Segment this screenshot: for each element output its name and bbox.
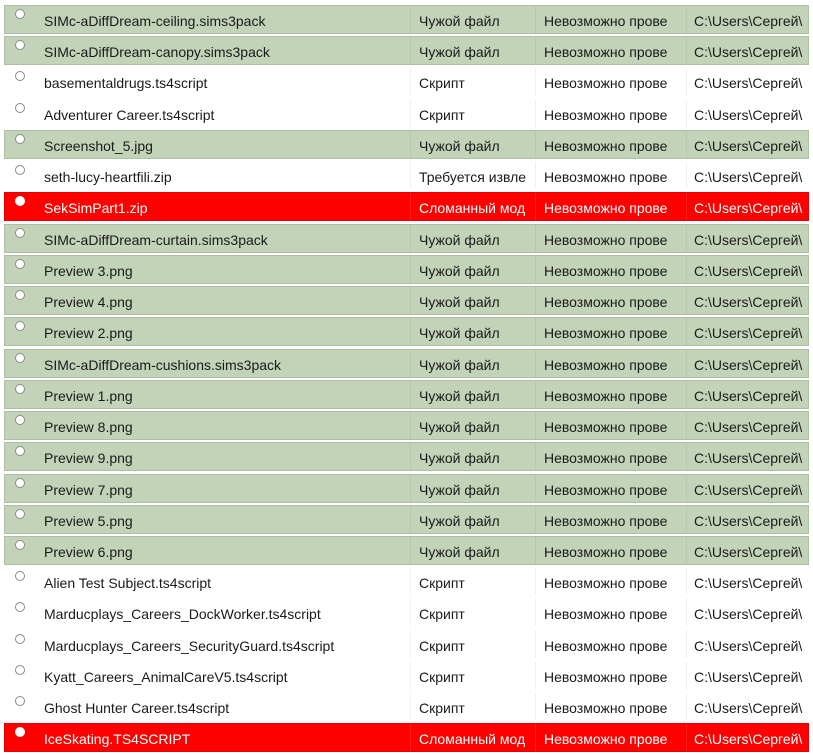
- file-type-cell: Сломанный мод: [419, 200, 526, 217]
- path-cell: C:\Users\Сергей\: [694, 200, 803, 217]
- radio-button[interactable]: [15, 602, 25, 612]
- column-divider: [410, 100, 411, 127]
- path-cell: C:\Users\Сергей\: [694, 731, 803, 748]
- column-divider: [535, 568, 536, 595]
- file-type-cell: Чужой файл: [419, 450, 500, 467]
- radio-button[interactable]: [15, 665, 25, 675]
- status-cell: Невозможно прове: [544, 387, 668, 404]
- path-cell: C:\Users\Сергей\: [694, 450, 803, 467]
- column-divider: [410, 443, 411, 470]
- radio-button[interactable]: [15, 40, 25, 50]
- file-type-cell: Чужой файл: [419, 137, 500, 154]
- table-row[interactable]: [4, 536, 809, 565]
- file-name-cell: SIMc-aDiffDream-ceiling.sims3pack: [44, 13, 266, 29]
- column-divider: [535, 350, 536, 377]
- status-cell: Невозможно прове: [544, 200, 668, 217]
- column-divider: [535, 537, 536, 564]
- radio-button[interactable]: [15, 9, 25, 19]
- column-divider: [686, 350, 687, 377]
- status-cell: Невозможно прове: [544, 450, 668, 467]
- file-type-cell: Скрипт: [419, 668, 465, 685]
- file-type-cell: Чужой файл: [419, 262, 500, 279]
- file-type-cell: Чужой файл: [419, 419, 500, 436]
- file-name-cell: Preview 9.png: [44, 450, 133, 467]
- column-divider: [410, 162, 411, 189]
- file-name-cell: Preview 8.png: [44, 419, 133, 436]
- path-cell: C:\Users\Сергей\: [694, 44, 803, 61]
- radio-button[interactable]: [15, 384, 25, 394]
- column-divider: [535, 693, 536, 720]
- table-row[interactable]: [4, 692, 809, 721]
- column-divider: [686, 193, 687, 220]
- table-row[interactable]: [4, 99, 809, 128]
- column-divider: [535, 6, 536, 33]
- status-cell: Невозможно прове: [544, 137, 668, 154]
- status-cell: Невозможно прове: [544, 731, 668, 748]
- column-divider: [686, 37, 687, 64]
- path-cell: C:\Users\Сергей\: [694, 13, 803, 29]
- status-cell: Невозможно прове: [544, 575, 668, 592]
- status-cell: Невозможно прове: [544, 325, 668, 342]
- column-divider: [410, 506, 411, 533]
- table-row[interactable]: [4, 380, 809, 409]
- status-cell: Невозможно прове: [544, 637, 668, 654]
- column-divider: [686, 506, 687, 533]
- file-type-cell: Скрипт: [419, 637, 465, 654]
- table-row[interactable]: [4, 411, 809, 440]
- radio-button[interactable]: [15, 540, 25, 550]
- path-cell: C:\Users\Сергей\: [694, 356, 803, 373]
- file-name-cell: SIMc-aDiffDream-canopy.sims3pack: [44, 44, 270, 61]
- column-divider: [410, 256, 411, 283]
- column-divider: [535, 68, 536, 95]
- column-divider: [535, 506, 536, 533]
- table-row[interactable]: [4, 317, 809, 346]
- radio-button[interactable]: [15, 71, 25, 81]
- path-cell: C:\Users\Сергей\: [694, 575, 803, 592]
- path-cell: C:\Users\Сергей\: [694, 169, 803, 186]
- column-divider: [686, 6, 687, 33]
- table-row[interactable]: [4, 442, 809, 471]
- path-cell: C:\Users\Сергей\: [694, 700, 803, 717]
- radio-button[interactable]: [15, 321, 25, 331]
- file-type-cell: Чужой файл: [419, 13, 500, 29]
- file-type-cell: Сломанный мод: [419, 731, 526, 748]
- column-divider: [535, 37, 536, 64]
- path-cell: C:\Users\Сергей\: [694, 543, 803, 560]
- column-divider: [535, 443, 536, 470]
- status-cell: Невозможно прове: [544, 13, 668, 29]
- table-row[interactable]: [4, 130, 809, 159]
- radio-button[interactable]: [15, 415, 25, 425]
- radio-button[interactable]: [15, 103, 25, 113]
- path-cell: C:\Users\Сергей\: [694, 637, 803, 654]
- table-row[interactable]: [4, 723, 809, 752]
- status-cell: Невозможно прове: [544, 75, 668, 92]
- table-row[interactable]: [4, 286, 809, 315]
- column-divider: [686, 287, 687, 314]
- column-divider: [410, 599, 411, 626]
- column-divider: [686, 318, 687, 345]
- table-row[interactable]: [4, 36, 809, 65]
- file-type-cell: Требуется извле: [419, 169, 527, 186]
- status-cell: Невозможно прове: [544, 294, 668, 311]
- table-row[interactable]: [4, 5, 809, 34]
- column-divider: [410, 475, 411, 502]
- file-name-cell: seth-lucy-heartfili.zip: [44, 169, 172, 186]
- status-cell: Невозможно прове: [544, 169, 668, 186]
- path-cell: C:\Users\Сергей\: [694, 325, 803, 342]
- status-cell: Невозможно прове: [544, 356, 668, 373]
- radio-button[interactable]: [15, 353, 25, 363]
- radio-button[interactable]: [15, 446, 25, 456]
- radio-button[interactable]: [15, 228, 25, 238]
- file-name-cell: basementaldrugs.ts4script: [44, 75, 208, 92]
- column-divider: [686, 537, 687, 564]
- file-type-cell: Скрипт: [419, 606, 465, 623]
- status-cell: Невозможно прове: [544, 106, 668, 123]
- table-row[interactable]: [4, 161, 809, 190]
- status-cell: Невозможно прове: [544, 606, 668, 623]
- status-cell: Невозможно прове: [544, 668, 668, 685]
- path-cell: C:\Users\Сергей\: [694, 387, 803, 404]
- path-cell: C:\Users\Сергей\: [694, 606, 803, 623]
- column-divider: [535, 193, 536, 220]
- file-name-cell: Screenshot_5.jpg: [44, 137, 153, 154]
- file-type-cell: Чужой файл: [419, 481, 500, 498]
- file-type-cell: Чужой файл: [419, 294, 500, 311]
- column-divider: [410, 68, 411, 95]
- radio-button[interactable]: [15, 571, 25, 581]
- column-divider: [410, 6, 411, 33]
- column-divider: [535, 225, 536, 252]
- file-name-cell: SIMc-aDiffDream-cushions.sims3pack: [44, 356, 282, 373]
- path-cell: C:\Users\Сергей\: [694, 75, 803, 92]
- column-divider: [686, 225, 687, 252]
- column-divider: [410, 225, 411, 252]
- status-cell: Невозможно прове: [544, 262, 668, 279]
- column-divider: [686, 100, 687, 127]
- file-name-cell: SIMc-aDiffDream-curtain.sims3pack: [44, 231, 268, 248]
- column-divider: [686, 68, 687, 95]
- file-name-cell: Adventurer Career.ts4script: [44, 106, 215, 123]
- column-divider: [410, 412, 411, 439]
- column-divider: [535, 162, 536, 189]
- radio-button[interactable]: [15, 165, 25, 175]
- file-name-cell: Preview 2.png: [44, 325, 133, 342]
- file-name-cell: Ghost Hunter Career.ts4script: [44, 700, 230, 717]
- path-cell: C:\Users\Сергей\: [694, 137, 803, 154]
- column-divider: [686, 599, 687, 626]
- table-row[interactable]: [4, 349, 809, 378]
- status-cell: Невозможно прове: [544, 543, 668, 560]
- file-type-cell: Скрипт: [419, 75, 465, 92]
- column-divider: [410, 350, 411, 377]
- column-divider: [410, 193, 411, 220]
- table-row[interactable]: [4, 598, 809, 627]
- path-cell: C:\Users\Сергей\: [694, 419, 803, 436]
- column-divider: [686, 443, 687, 470]
- radio-button[interactable]: [15, 634, 25, 644]
- file-type-cell: Чужой файл: [419, 387, 500, 404]
- column-divider: [535, 412, 536, 439]
- radio-button[interactable]: [15, 134, 25, 144]
- path-cell: C:\Users\Сергей\: [694, 294, 803, 311]
- column-divider: [410, 287, 411, 314]
- path-cell: C:\Users\Сергей\: [694, 231, 803, 248]
- column-divider: [535, 318, 536, 345]
- file-type-cell: Чужой файл: [419, 231, 500, 248]
- column-divider: [686, 631, 687, 658]
- column-divider: [686, 568, 687, 595]
- file-name-cell: Preview 6.png: [44, 543, 133, 560]
- column-divider: [410, 131, 411, 158]
- file-name-cell: Preview 4.png: [44, 294, 133, 311]
- path-cell: C:\Users\Сергей\: [694, 512, 803, 529]
- table-row[interactable]: [4, 224, 809, 253]
- file-type-cell: Чужой файл: [419, 44, 500, 61]
- file-type-cell: Чужой файл: [419, 512, 500, 529]
- column-divider: [410, 724, 411, 751]
- radio-button[interactable]: [15, 290, 25, 300]
- column-divider: [410, 318, 411, 345]
- column-divider: [686, 475, 687, 502]
- table-row[interactable]: [4, 505, 809, 534]
- file-type-cell: Чужой файл: [419, 356, 500, 373]
- path-cell: C:\Users\Сергей\: [694, 106, 803, 123]
- radio-button[interactable]: [15, 727, 25, 737]
- table-row[interactable]: [4, 661, 809, 690]
- file-name-cell: Marducplays_Careers_DockWorker.ts4script: [44, 606, 321, 623]
- file-list: [0, 5, 813, 755]
- column-divider: [410, 631, 411, 658]
- column-divider: [686, 131, 687, 158]
- table-row[interactable]: [4, 67, 809, 96]
- file-type-cell: Скрипт: [419, 106, 465, 123]
- column-divider: [686, 412, 687, 439]
- file-name-cell: Preview 7.png: [44, 481, 133, 498]
- column-divider: [410, 537, 411, 564]
- file-name-cell: Preview 5.png: [44, 512, 133, 529]
- column-divider: [410, 37, 411, 64]
- column-divider: [686, 381, 687, 408]
- file-type-cell: Скрипт: [419, 575, 465, 592]
- path-cell: C:\Users\Сергей\: [694, 262, 803, 279]
- table-row[interactable]: [4, 567, 809, 596]
- column-divider: [410, 381, 411, 408]
- file-name-cell: SekSimPart1.zip: [44, 200, 148, 217]
- column-divider: [686, 256, 687, 283]
- path-cell: C:\Users\Сергей\: [694, 481, 803, 498]
- column-divider: [535, 475, 536, 502]
- path-cell: C:\Users\Сергей\: [694, 668, 803, 685]
- column-divider: [535, 131, 536, 158]
- radio-button[interactable]: [15, 196, 25, 206]
- status-cell: Невозможно прове: [544, 419, 668, 436]
- column-divider: [535, 381, 536, 408]
- column-divider: [535, 287, 536, 314]
- file-name-cell: Preview 1.png: [44, 387, 133, 404]
- table-row[interactable]: [4, 192, 809, 221]
- status-cell: Невозможно прове: [544, 700, 668, 717]
- table-row[interactable]: [4, 255, 809, 284]
- status-cell: Невозможно прове: [544, 481, 668, 498]
- radio-button[interactable]: [15, 259, 25, 269]
- column-divider: [535, 599, 536, 626]
- table-row[interactable]: [4, 630, 809, 659]
- status-cell: Невозможно прове: [544, 512, 668, 529]
- file-name-cell: IceSkating.TS4SCRIPT: [44, 731, 191, 748]
- file-type-cell: Чужой файл: [419, 325, 500, 342]
- radio-button[interactable]: [15, 509, 25, 519]
- file-name-cell: Kyatt_Careers_AnimalCareV5.ts4script: [44, 668, 288, 685]
- column-divider: [686, 662, 687, 689]
- column-divider: [410, 662, 411, 689]
- column-divider: [535, 662, 536, 689]
- radio-button[interactable]: [15, 696, 25, 706]
- column-divider: [410, 693, 411, 720]
- column-divider: [686, 693, 687, 720]
- column-divider: [535, 724, 536, 751]
- file-type-cell: Чужой файл: [419, 543, 500, 560]
- column-divider: [535, 256, 536, 283]
- file-name-cell: Alien Test Subject.ts4script: [44, 575, 212, 592]
- file-name-cell: Marducplays_Careers_SecurityGuard.ts4script: [44, 637, 335, 654]
- column-divider: [686, 724, 687, 751]
- status-cell: Невозможно прове: [544, 231, 668, 248]
- file-name-cell: Preview 3.png: [44, 262, 133, 279]
- status-cell: Невозможно прове: [544, 44, 668, 61]
- column-divider: [410, 568, 411, 595]
- column-divider: [686, 162, 687, 189]
- file-type-cell: Скрипт: [419, 700, 465, 717]
- column-divider: [535, 100, 536, 127]
- radio-button[interactable]: [15, 478, 25, 488]
- table-row[interactable]: [4, 474, 809, 503]
- column-divider: [535, 631, 536, 658]
